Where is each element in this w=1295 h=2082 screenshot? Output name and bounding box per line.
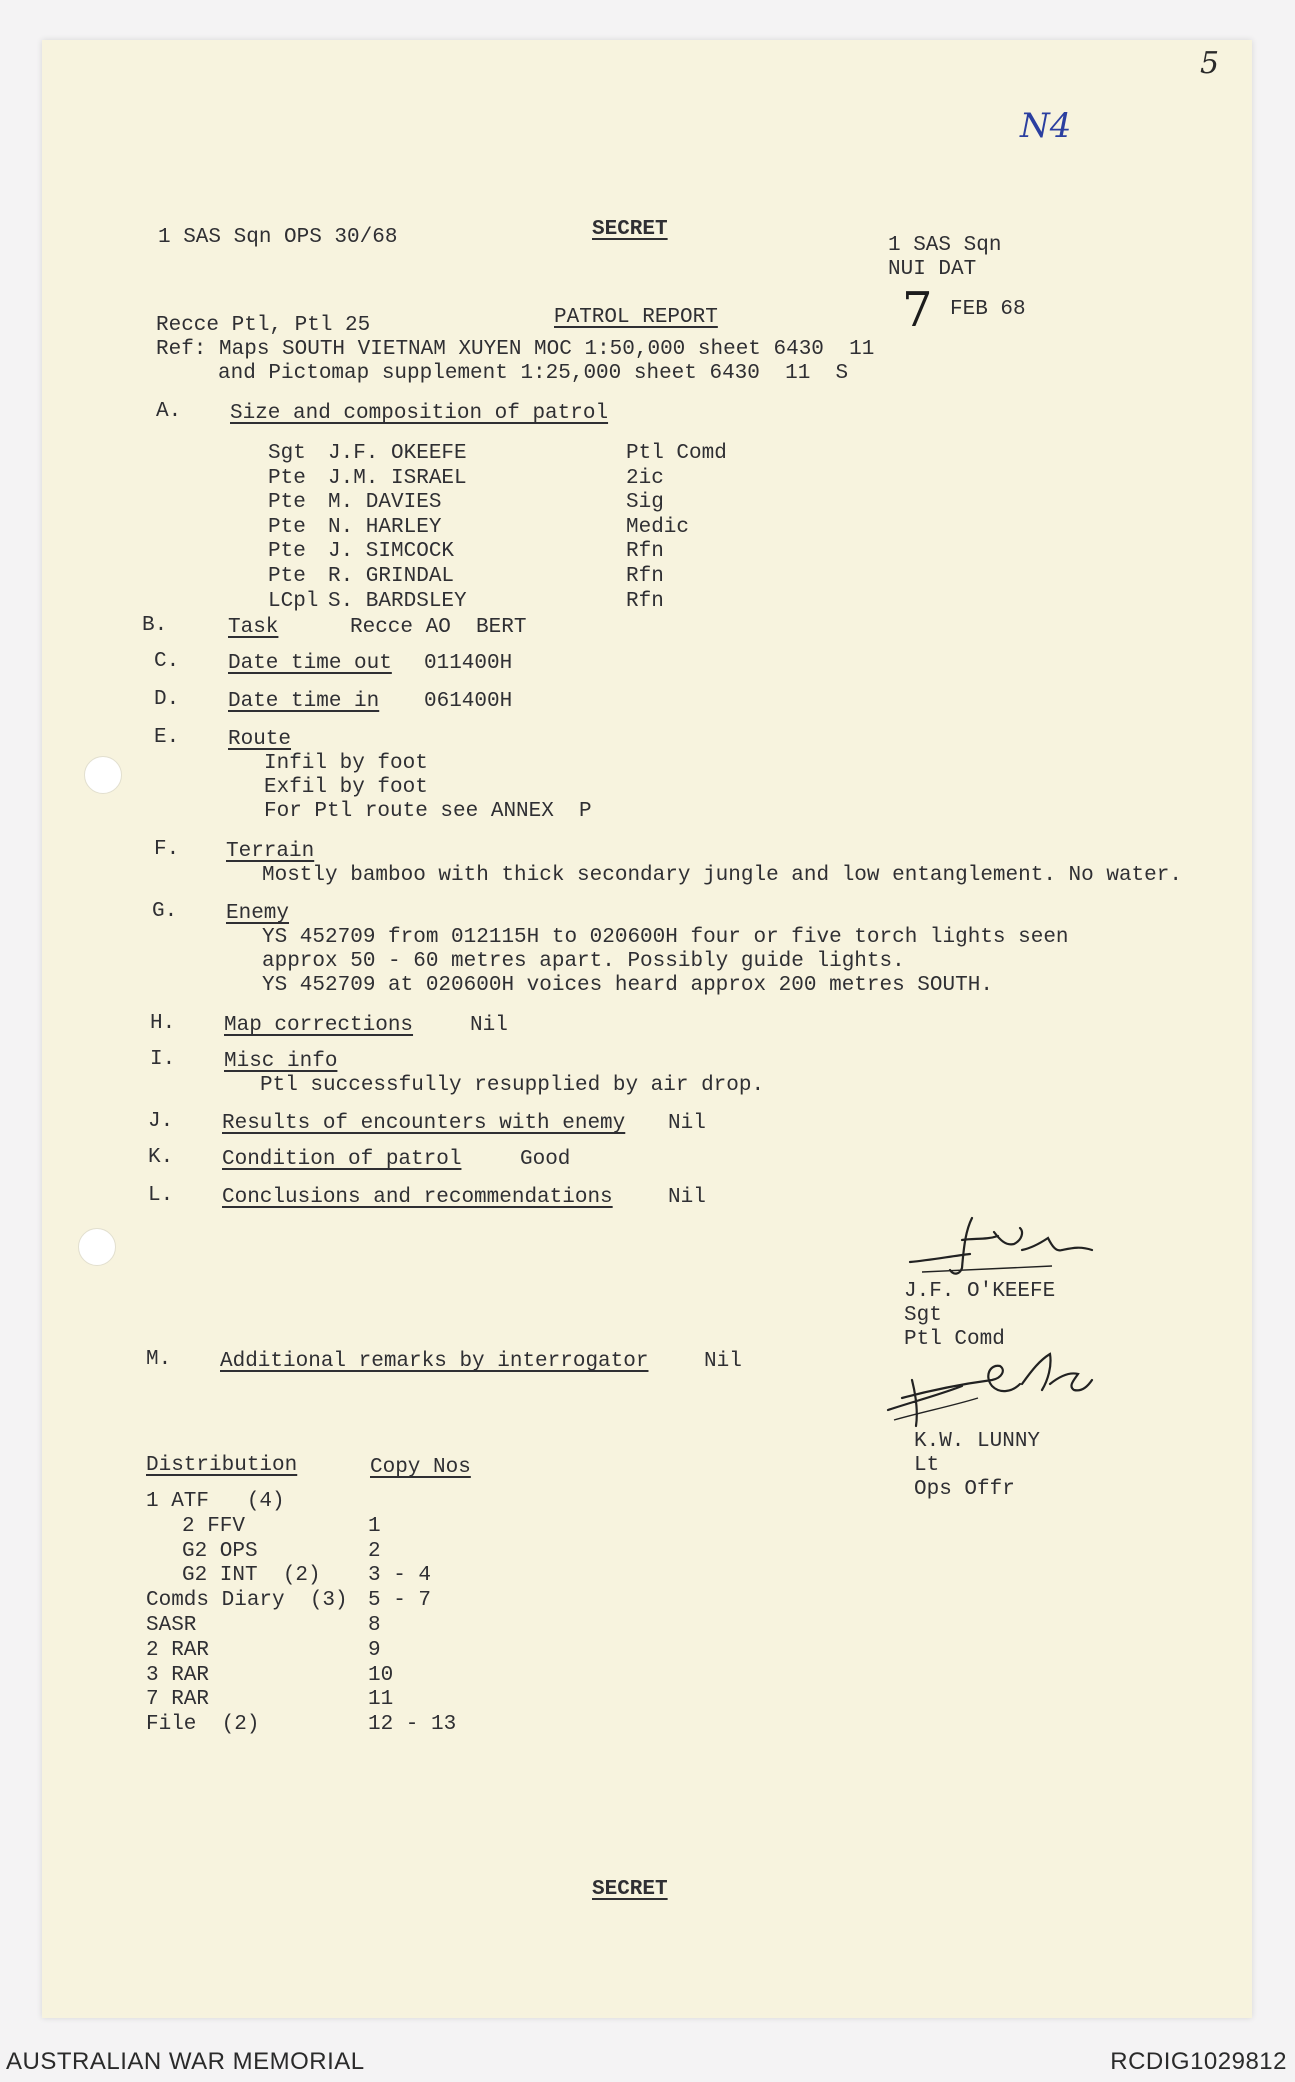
distribution-copy-number: 2 <box>368 1539 381 1563</box>
patrol-member-name: J.F. OKEEFE <box>328 442 467 465</box>
patrol-member-name: S. BARDSLEY <box>328 589 467 613</box>
classification-top: SECRET <box>592 218 668 241</box>
patrol-member-rank: LCpl <box>268 589 319 613</box>
section-letter: J. <box>148 1110 174 1133</box>
section-letter: I. <box>150 1048 176 1071</box>
patrol-member-rank: Pte <box>268 491 306 515</box>
distribution-copy-number: 1 <box>368 1514 381 1538</box>
patrol-member-name: M. DAVIES <box>328 491 442 515</box>
distribution-addressee: G2 INT (2) <box>182 1564 321 1588</box>
distribution-addressee: 1 ATF (4) <box>146 1490 285 1513</box>
section-heading-time-out: Date time out <box>228 652 392 675</box>
distribution-addressee: 2 FFV <box>182 1514 246 1538</box>
section-heading-terrain: Terrain <box>226 840 315 863</box>
distribution-addressee: G2 OPS <box>182 1539 258 1563</box>
unit-name: 1 SAS Sqn <box>888 234 1002 257</box>
section-heading-composition: Size and composition of patrol <box>230 402 609 425</box>
signatory-rank: Sgt <box>904 1304 942 1327</box>
patrol-member-name: R. GRINDAL <box>328 565 455 588</box>
signatory-appointment: Ptl Comd <box>904 1328 1005 1351</box>
section-heading-encounters: Results of encounters with enemy <box>222 1112 626 1135</box>
distribution-copy-number: 3 - 4 <box>368 1564 432 1588</box>
distribution-addressee: Comds Diary (3) <box>146 1589 348 1613</box>
terrain-line: Mostly bamboo with thick secondary jungle and low entanglement. No water. <box>262 864 1182 887</box>
section-letter: K. <box>148 1146 174 1169</box>
section-heading-route: Route <box>228 728 292 751</box>
unit-location: NUI DAT <box>888 258 977 281</box>
map-corrections-value: Nil <box>470 1014 508 1037</box>
map-reference-line2: and Pictomap supplement 1:25,000 sheet 6430 11 S <box>218 362 849 385</box>
map-reference-line1: Ref: Maps SOUTH VIETNAM XUYEN MOC 1:50,000 sheet 6430 11 <box>156 338 875 361</box>
section-letter: E. <box>154 726 180 749</box>
section-letter: L. <box>148 1184 174 1207</box>
distribution-copy-number: 5 - 7 <box>368 1589 432 1613</box>
patrol-identifier: Recce Ptl, Ptl 25 <box>156 314 371 337</box>
patrol-member-role: Ptl Comd <box>626 442 727 465</box>
signature-lunny <box>882 1340 1122 1430</box>
condition-value: Good <box>520 1148 571 1171</box>
section-heading-enemy: Enemy <box>226 902 290 925</box>
document-code: N4 <box>1020 106 1072 146</box>
time-out-value: 011400H <box>424 652 513 675</box>
patrol-member-rank: Pte <box>268 540 306 564</box>
distribution-copy-number: 8 <box>368 1614 381 1637</box>
distribution-addressee: File (2) <box>146 1713 260 1737</box>
enemy-line: YS 452709 from 012115H to 020600H four or five torch lights seen <box>262 926 1069 949</box>
enemy-line: YS 452709 at 020600H voices heard approx 200 metres SOUTH. <box>262 974 993 997</box>
section-heading-map-corrections: Map corrections <box>224 1014 414 1037</box>
section-heading-condition: Condition of patrol <box>222 1148 462 1171</box>
misc-info-line: Ptl successfully resupplied by air drop. <box>260 1074 765 1097</box>
patrol-member-rank: Pte <box>268 515 306 539</box>
reference-code: 1 SAS Sqn OPS 30/68 <box>158 226 398 249</box>
section-heading-time-in: Date time in <box>228 690 380 713</box>
archive-id: RCDIG1029812 <box>1110 2048 1287 2075</box>
classification-bottom: SECRET <box>592 1878 668 1901</box>
report-date: FEB 68 <box>950 298 1026 321</box>
distribution-addressee: SASR <box>146 1614 197 1637</box>
distribution-addressee: 3 RAR <box>146 1663 210 1687</box>
signature-okeefe <box>902 1210 1102 1280</box>
route-line: Exfil by foot <box>264 776 428 799</box>
document-page <box>42 40 1252 2018</box>
route-line: Infil by foot <box>264 752 428 775</box>
patrol-member-role: 2ic <box>626 466 664 490</box>
punch-hole <box>84 756 122 794</box>
time-in-value: 061400H <box>424 690 513 713</box>
section-heading-conclusions: Conclusions and recommendations <box>222 1186 613 1209</box>
patrol-member-rank: Pte <box>268 565 306 588</box>
signatory-appointment: Ops Offr <box>914 1478 1015 1501</box>
section-letter: G. <box>152 900 178 923</box>
patrol-member-role: Rfn <box>626 589 664 613</box>
section-letter: H. <box>150 1012 176 1035</box>
patrol-member-role: Medic <box>626 515 690 539</box>
distribution-addressee: 7 RAR <box>146 1688 210 1712</box>
copy-numbers-heading: Copy Nos <box>370 1456 471 1479</box>
signatory-rank: Lt <box>914 1454 940 1477</box>
report-date-day: 7 <box>902 282 933 338</box>
section-letter: A. <box>156 400 182 423</box>
page-number: 5 <box>1200 46 1220 81</box>
section-letter: C. <box>154 650 180 673</box>
route-line: For Ptl route see ANNEX P <box>264 800 592 823</box>
patrol-member-rank: Sgt <box>268 442 306 465</box>
patrol-member-name: N. HARLEY <box>328 515 442 539</box>
distribution-addressee: 2 RAR <box>146 1638 210 1662</box>
section-letter: D. <box>154 688 180 711</box>
distribution-copy-number: 12 - 13 <box>368 1713 457 1737</box>
section-heading-misc-info: Misc info <box>224 1050 338 1073</box>
distribution-copy-number: 10 <box>368 1663 394 1687</box>
section-heading-remarks: Additional remarks by interrogator <box>220 1350 649 1373</box>
encounters-value: Nil <box>668 1112 706 1135</box>
patrol-member-role: Rfn <box>626 565 664 588</box>
enemy-line: approx 50 - 60 metres apart. Possibly guide lights. <box>262 950 905 973</box>
archive-name: AUSTRALIAN WAR MEMORIAL <box>6 2048 365 2075</box>
signatory-name: K.W. LUNNY <box>914 1430 1041 1453</box>
section-heading-task: Task <box>228 616 279 639</box>
distribution-heading: Distribution <box>146 1454 298 1477</box>
patrol-member-name: J. SIMCOCK <box>328 540 455 564</box>
punch-hole <box>78 1228 116 1266</box>
section-letter: F. <box>154 838 180 861</box>
task-value: Recce AO BERT <box>350 616 527 639</box>
patrol-member-name: J.M. ISRAEL <box>328 466 467 490</box>
report-title: PATROL REPORT <box>554 306 718 329</box>
remarks-value: Nil <box>704 1350 742 1373</box>
distribution-copy-number: 9 <box>368 1638 381 1662</box>
patrol-member-role: Sig <box>626 491 664 515</box>
section-letter: M. <box>146 1348 172 1371</box>
patrol-member-rank: Pte <box>268 466 306 490</box>
patrol-member-role: Rfn <box>626 540 664 564</box>
conclusions-value: Nil <box>668 1186 706 1209</box>
section-letter: B. <box>142 614 168 637</box>
signatory-name: J.F. O'KEEFE <box>904 1280 1056 1303</box>
distribution-copy-number: 11 <box>368 1688 394 1712</box>
